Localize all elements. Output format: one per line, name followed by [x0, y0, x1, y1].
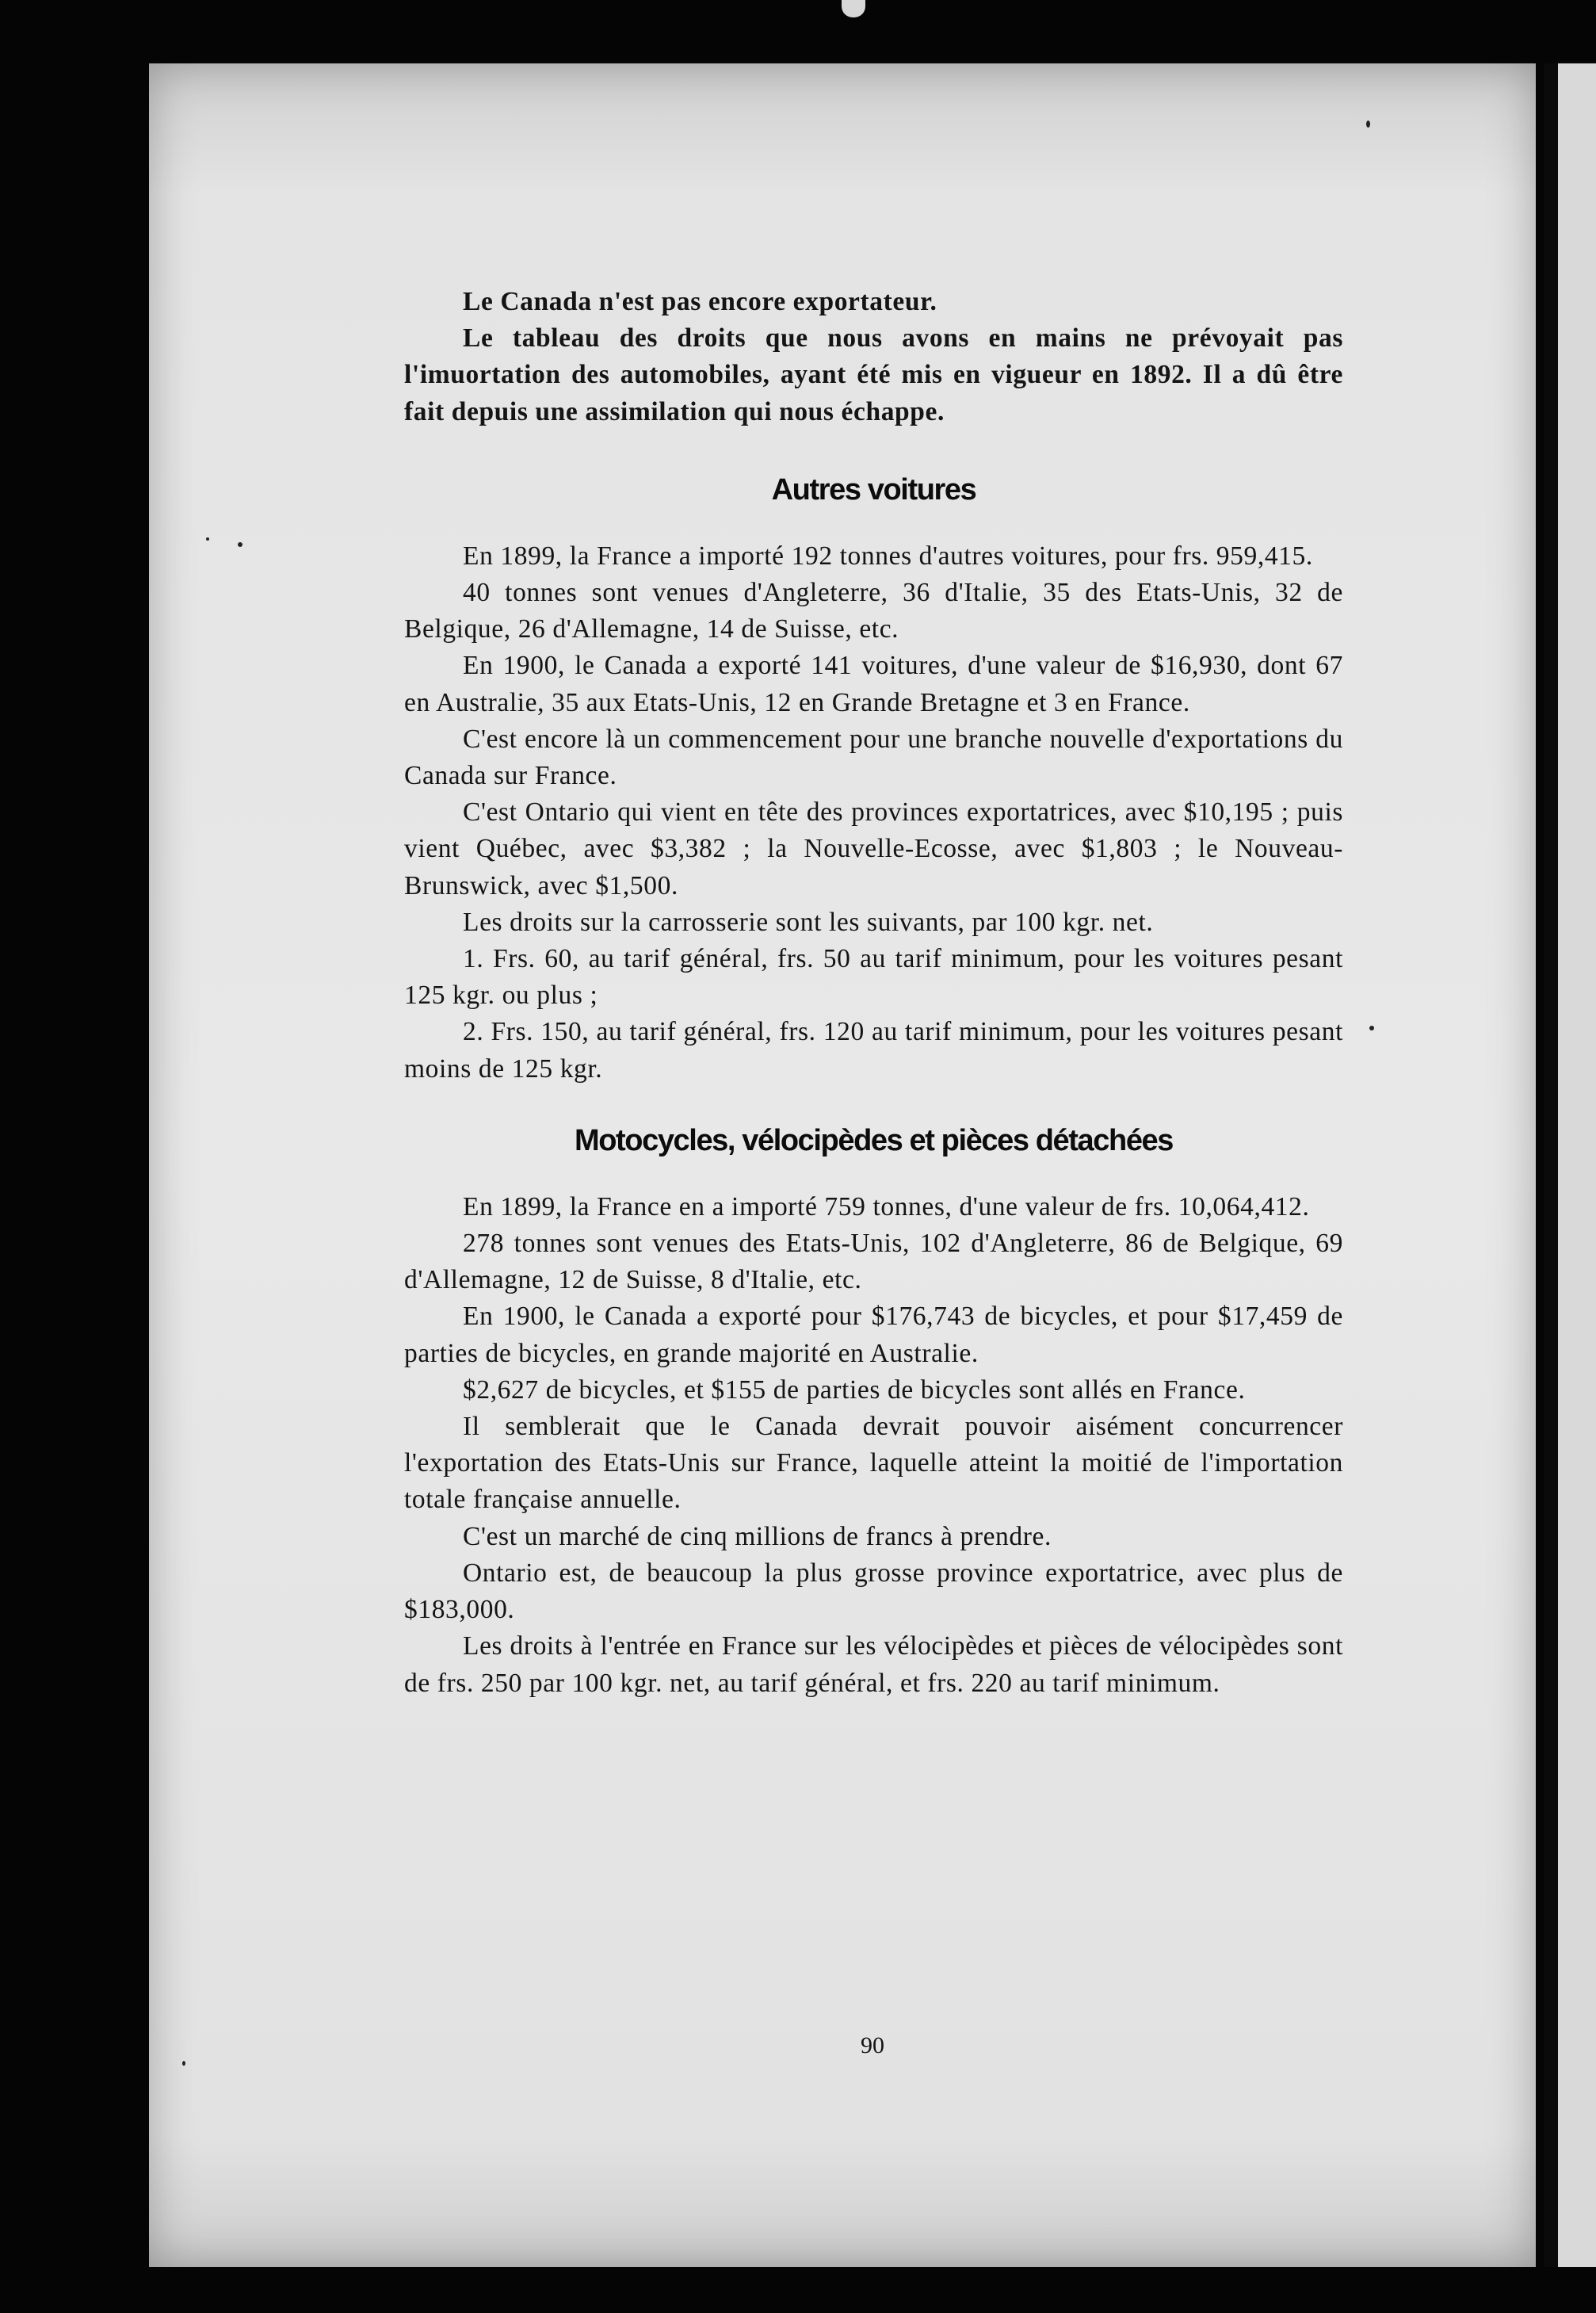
section-heading-autres-voitures: Autres voitures [771, 472, 976, 507]
intro-paragraph: Le Canada n'est pas encore exportateur. [463, 287, 937, 316]
page-body [404, 284, 1343, 1702]
dust-speck [238, 542, 242, 547]
paragraph: Les droits à l'entrée en France sur les vélocipèdes et pièces de vélocipèdes sont de frs. 250 par 100 kgr. net, au tarif général, et frs. 220 au tarif minimum. [404, 1631, 1343, 1698]
paragraph: En 1900, le Canada a exporté pour $176,743 de bicycles, et pour $17,459 de parties de bicycles, en grande majorité en Australie. [404, 1302, 1343, 1368]
paragraph: $2,627 de bicycles, et $155 de parties de bicycles sont allés en France. [463, 1374, 1246, 1405]
dust-speck [1369, 1026, 1374, 1030]
paragraph: En 1899, la France a importé 192 tonnes d'autres voitures, pour frs. 959,415. [463, 541, 1313, 571]
paragraph: En 1900, le Canada a exporté 141 voitures, d'une valeur de $16,930, dont 67 en Australie, 35 aux Etats-Unis, 12 en Grande Bretagne et 3 en France. [404, 651, 1343, 717]
paragraph: Ontario est, de beaucoup la plus grosse province exportatrice, avec plus de $183,000. [404, 1558, 1343, 1625]
dust-speck [182, 2061, 185, 2066]
paragraph: C'est un marché de cinq millions de francs à prendre. [463, 1521, 1052, 1551]
paragraph: C'est encore là un commencement pour une branche nouvelle d'exportations du Canada sur France. [404, 724, 1343, 791]
paragraph: C'est Ontario qui vient en tête des provinces exportatrices, avec $10,195 ; puis vient Québec, avec $3,382 ; la Nouvelle-Ecosse, avec $1,803 ; le Nouveau-Brunswick, avec $1,500. [404, 797, 1343, 900]
paragraph: Il semblerait que le Canada devrait pouvoir aisément concurrencer l'exportation des Etats-Unis sur France, laquelle atteint la moitié de l'importation totale française annuelle. [404, 1412, 1343, 1515]
paragraph: 40 tonnes sont venues d'Angleterre, 36 d'Italie, 35 des Etats-Unis, 32 de Belgique, 26 d'Allemagne, 14 de Suisse, etc. [404, 578, 1343, 644]
paragraph: 278 tonnes sont venues des Etats-Unis, 102 d'Angleterre, 86 de Belgique, 69 d'Allemagne, 12 de Suisse, 8 d'Italie, etc. [404, 1229, 1343, 1295]
section-heading-motocycles: Motocycles, vélocipèdes et pièces détachées [574, 1123, 1174, 1157]
paragraph: 1. Frs. 60, au tarif général, frs. 50 au tarif minimum, pour les voitures pesant 125 kgr. ou plus ; [404, 944, 1343, 1011]
page-number: 90 [861, 2032, 884, 2059]
dust-speck [1366, 120, 1370, 128]
facing-page-edge [1544, 63, 1596, 2267]
paragraph: 2. Frs. 150, au tarif général, frs. 120 au tarif minimum, pour les voitures pesant moins de 125 kgr. [404, 1017, 1343, 1084]
paragraph: Les droits sur la carrosserie sont les suivants, par 100 kgr. net. [463, 907, 1154, 937]
paragraph: En 1899, la France en a importé 759 tonnes, d'une valeur de frs. 10,064,412. [463, 1191, 1310, 1221]
dust-speck [206, 537, 209, 541]
intro-paragraph: Le tableau des droits que nous avons en mains ne prévoyait pas l'imuortation des automobiles, ayant été mis en vigueur en 1892. Il a dû être fait depuis une assimilation qui nous échappe. [404, 323, 1343, 426]
